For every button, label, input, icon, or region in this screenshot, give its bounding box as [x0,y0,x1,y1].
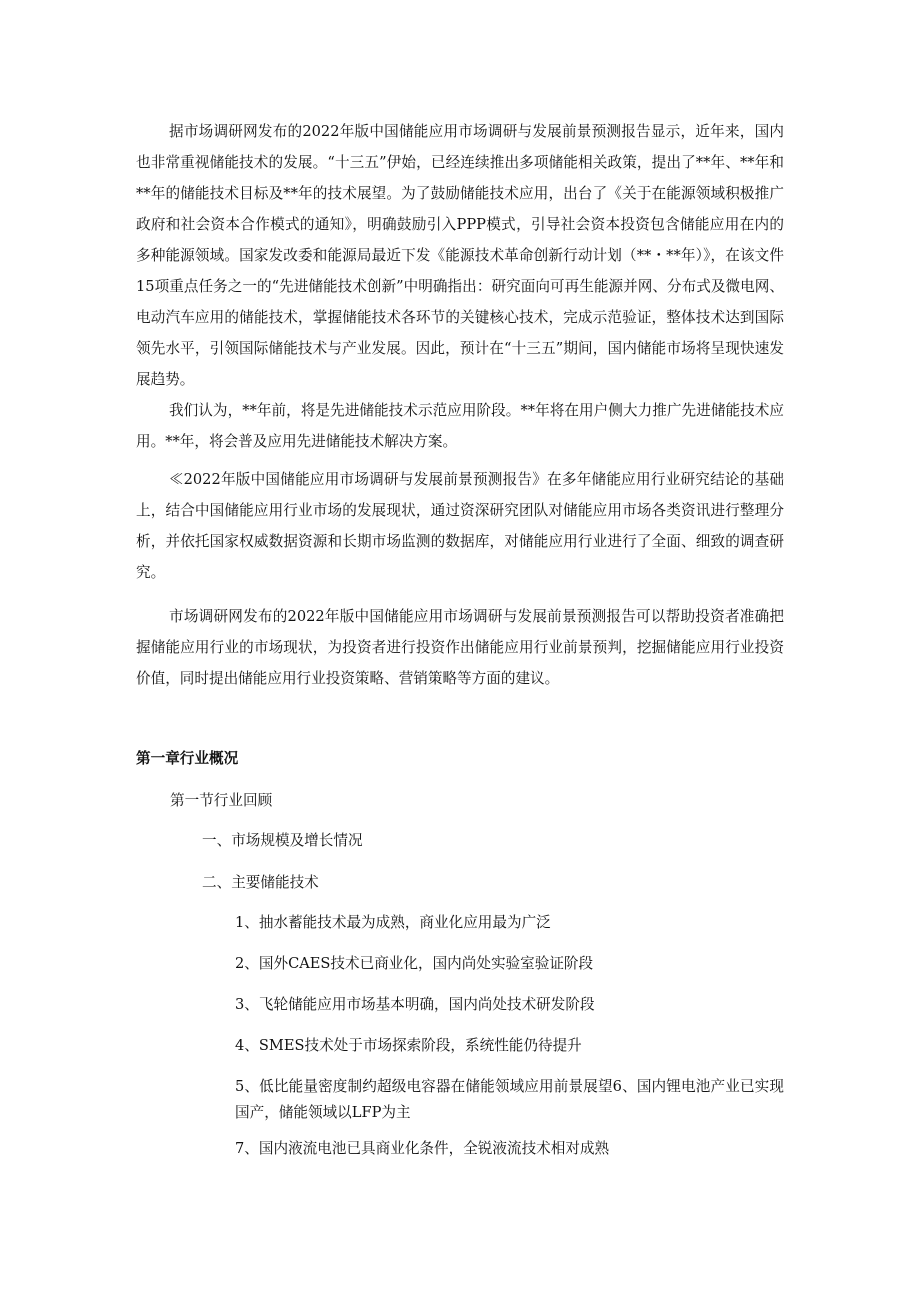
intro-paragraph: ≪2022年版中国储能应用市场调研与发展前景预测报告》在多年储能应用行业研究结论的基础上，结合中国储能应用行业市场的发展现状，通过资深研究团队对储能应用市场各类资讯进行整理分析，并依托国家权威数据资源和长期市场监测的数据库，对储能应用行业进行了全面、细致的调查研究。 [136,471,784,581]
subsection-heading: 一、市场规模及增长情况 [202,832,363,849]
toc-item: 2、国外CAES技术已商业化，国内尚处实验室验证阶段 [235,955,594,972]
toc-item: 4、SMES技术处于市场探索阶段，系统性能仍待提升 [235,1037,582,1054]
intro-paragraph: 据市场调研网发布的2022年版中国储能应用市场调研与发展前景预测报告显示，近年来，国内也非常重视储能技术的发展。“十三五”伊始，已经连续推出多项储能相关政策，提出了**年、**年和**年的储能技术目标及**年的技术展望。为了鼓励储能技术应用，出台了《关于在能源领域积极推广政府和社会资本合作模式的通知》，明确鼓励引入PPP模式，引导社会资本投资包含储能应用在内的多种能源领域。国家发改委和能源局最近下发《能源技术革命创新行动计划（**・**年）》，在该文件15项重点任务之一的“先进储能技术创新”中明确指出：研究面向可再生能源并网、分布式及微电网、电动汽车应用的储能技术，掌握储能技术各环节的关键核心技术，完成示范验证，整体技术达到国际领先水平，引领国际储能技术与产业发展。因此，预计在“十三五”期间，国内储能市场将呈现快速发展趋势。 [136,123,784,388]
intro-paragraph: 我们认为，**年前，将是先进储能技术示范应用阶段。**年将在用户侧大力推广先进储能技术应用。**年，将会普及应用先进储能技术解决方案。 [136,402,784,450]
toc-item: 1、抽水蓄能技术最为成熟，商业化应用最为广泛 [235,914,551,931]
chapter-heading: 第一章行业概况 [136,750,239,767]
toc-item: 7、国内液流电池已具商业化条件，全锐液流技术相对成熟 [235,1140,610,1157]
subsection-heading: 二、主要储能技术 [202,874,319,891]
toc-item: 3、飞轮储能应用市场基本明确，国内尚处技术研发阶段 [235,996,595,1013]
section-heading: 第一节行业回顾 [170,792,273,809]
intro-paragraph: 市场调研网发布的2022年版中国储能应用市场调研与发展前景预测报告可以帮助投资者准确把握储能应用行业的市场现状，为投资者进行投资作出储能应用行业前景预判，挖掘储能应用行业投资价值，同时提出储能应用行业投资策略、营销策略等方面的建议。 [136,608,784,687]
toc-item: 5、低比能量密度制约超级电容器在储能领域应用前景展望6、国内锂电池产业已实现国产，储能领域以LFP为主 [235,1078,784,1121]
